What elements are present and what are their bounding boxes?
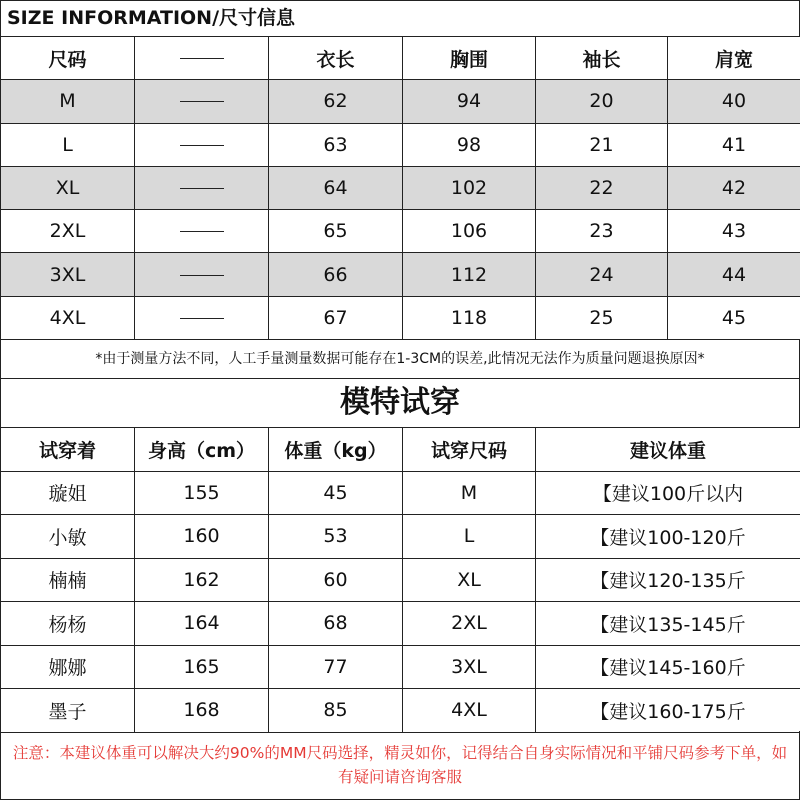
cell-shoulder: 44 — [668, 253, 800, 296]
cell-model-name: 墨子 — [1, 689, 135, 733]
cell-shoulder: 41 — [668, 123, 800, 166]
cell-try-size: 4XL — [403, 689, 536, 733]
size-header-row — [1, 37, 800, 80]
cell-sleeve: 24 — [536, 253, 668, 296]
cell-sleeve: 21 — [536, 123, 668, 166]
cell-size: M — [1, 80, 135, 123]
cell-weight: 60 — [269, 558, 403, 602]
cell-try-size: 3XL — [403, 645, 536, 689]
cell-blank — [135, 123, 269, 166]
cell-height: 160 — [135, 515, 269, 559]
cell-model-name: 楠楠 — [1, 558, 135, 602]
dash-line — [180, 145, 224, 146]
cell-suggest-weight: 【建议145-160斤 — [536, 645, 800, 689]
cell-model-name: 璇姐 — [1, 471, 135, 515]
table-row — [1, 471, 800, 515]
cell-height: 168 — [135, 689, 269, 733]
cell-blank — [135, 166, 269, 209]
cell-sleeve: 22 — [536, 166, 668, 209]
cell-shoulder: 42 — [668, 166, 800, 209]
table-row — [1, 166, 800, 209]
table-row — [1, 80, 800, 123]
table-row — [1, 123, 800, 166]
cell-length: 67 — [269, 296, 403, 339]
cell-try-size: M — [403, 471, 536, 515]
dash-line — [180, 275, 224, 276]
cell-shoulder: 40 — [668, 80, 800, 123]
cell-length: 65 — [269, 210, 403, 253]
model-header-row — [1, 428, 800, 472]
cell-suggest-weight: 【建议100斤以内 — [536, 471, 800, 515]
header-length: 衣长 — [269, 37, 403, 80]
model-section-title: 模特试穿 — [0, 379, 800, 427]
header-suggest-weight: 建议体重 — [536, 428, 800, 472]
dash-line — [180, 188, 224, 189]
cell-try-size: 2XL — [403, 602, 536, 646]
cell-length: 63 — [269, 123, 403, 166]
cell-try-size: L — [403, 515, 536, 559]
dash-line — [180, 58, 224, 59]
header-size: 尺码 — [1, 37, 135, 80]
dash-line — [180, 101, 224, 102]
table-row — [1, 602, 800, 646]
cell-size: 3XL — [1, 253, 135, 296]
cell-weight: 45 — [269, 471, 403, 515]
cell-weight: 85 — [269, 689, 403, 733]
model-fit-table — [0, 427, 800, 733]
cell-height: 162 — [135, 558, 269, 602]
cell-model-name: 小敏 — [1, 515, 135, 559]
cell-chest: 112 — [403, 253, 536, 296]
header-blank — [135, 37, 269, 80]
header-height: 身高（cm） — [135, 428, 269, 472]
header-chest: 胸围 — [403, 37, 536, 80]
cell-blank — [135, 80, 269, 123]
cell-size: 2XL — [1, 210, 135, 253]
cell-blank — [135, 210, 269, 253]
cell-weight: 68 — [269, 602, 403, 646]
header-model-name: 试穿着 — [1, 428, 135, 472]
cell-chest: 98 — [403, 123, 536, 166]
cell-size: XL — [1, 166, 135, 209]
dash-line — [180, 231, 224, 232]
cell-length: 64 — [269, 166, 403, 209]
cell-chest: 106 — [403, 210, 536, 253]
cell-suggest-weight: 【建议120-135斤 — [536, 558, 800, 602]
table-row — [1, 558, 800, 602]
cell-chest: 94 — [403, 80, 536, 123]
cell-model-name: 娜娜 — [1, 645, 135, 689]
cell-sleeve: 23 — [536, 210, 668, 253]
header-sleeve: 袖长 — [536, 37, 668, 80]
cell-weight: 53 — [269, 515, 403, 559]
cell-shoulder: 45 — [668, 296, 800, 339]
cell-height: 164 — [135, 602, 269, 646]
table-row — [1, 645, 800, 689]
table-row — [1, 253, 800, 296]
dash-line — [180, 318, 224, 319]
cell-size: 4XL — [1, 296, 135, 339]
cell-blank — [135, 253, 269, 296]
cell-height: 165 — [135, 645, 269, 689]
table-row — [1, 296, 800, 339]
table-row — [1, 689, 800, 733]
cell-length: 62 — [269, 80, 403, 123]
footer-warning-note: 注意：本建议体重可以解决大约90%的MM尺码选择，精灵如你，记得结合自身实际情况和平铺尺码参考下单，如有疑问请咨询客服 — [0, 731, 800, 800]
cell-weight: 77 — [269, 645, 403, 689]
size-table — [0, 36, 800, 340]
cell-try-size: XL — [403, 558, 536, 602]
measurement-note: *由于测量方法不同，人工手量测量数据可能存在1-3CM的误差,此情况无法作为质量问题退换原因* — [0, 339, 800, 379]
page-title: SIZE INFORMATION/尺寸信息 — [0, 0, 800, 36]
cell-model-name: 杨杨 — [1, 602, 135, 646]
cell-chest: 102 — [403, 166, 536, 209]
header-shoulder: 肩宽 — [668, 37, 800, 80]
table-row — [1, 515, 800, 559]
header-weight: 体重（kg） — [269, 428, 403, 472]
cell-sleeve: 25 — [536, 296, 668, 339]
cell-suggest-weight: 【建议160-175斤 — [536, 689, 800, 733]
cell-blank — [135, 296, 269, 339]
cell-suggest-weight: 【建议135-145斤 — [536, 602, 800, 646]
cell-shoulder: 43 — [668, 210, 800, 253]
cell-length: 66 — [269, 253, 403, 296]
cell-height: 155 — [135, 471, 269, 515]
cell-chest: 118 — [403, 296, 536, 339]
cell-suggest-weight: 【建议100-120斤 — [536, 515, 800, 559]
cell-size: L — [1, 123, 135, 166]
header-try-size: 试穿尺码 — [403, 428, 536, 472]
table-row — [1, 210, 800, 253]
cell-sleeve: 20 — [536, 80, 668, 123]
